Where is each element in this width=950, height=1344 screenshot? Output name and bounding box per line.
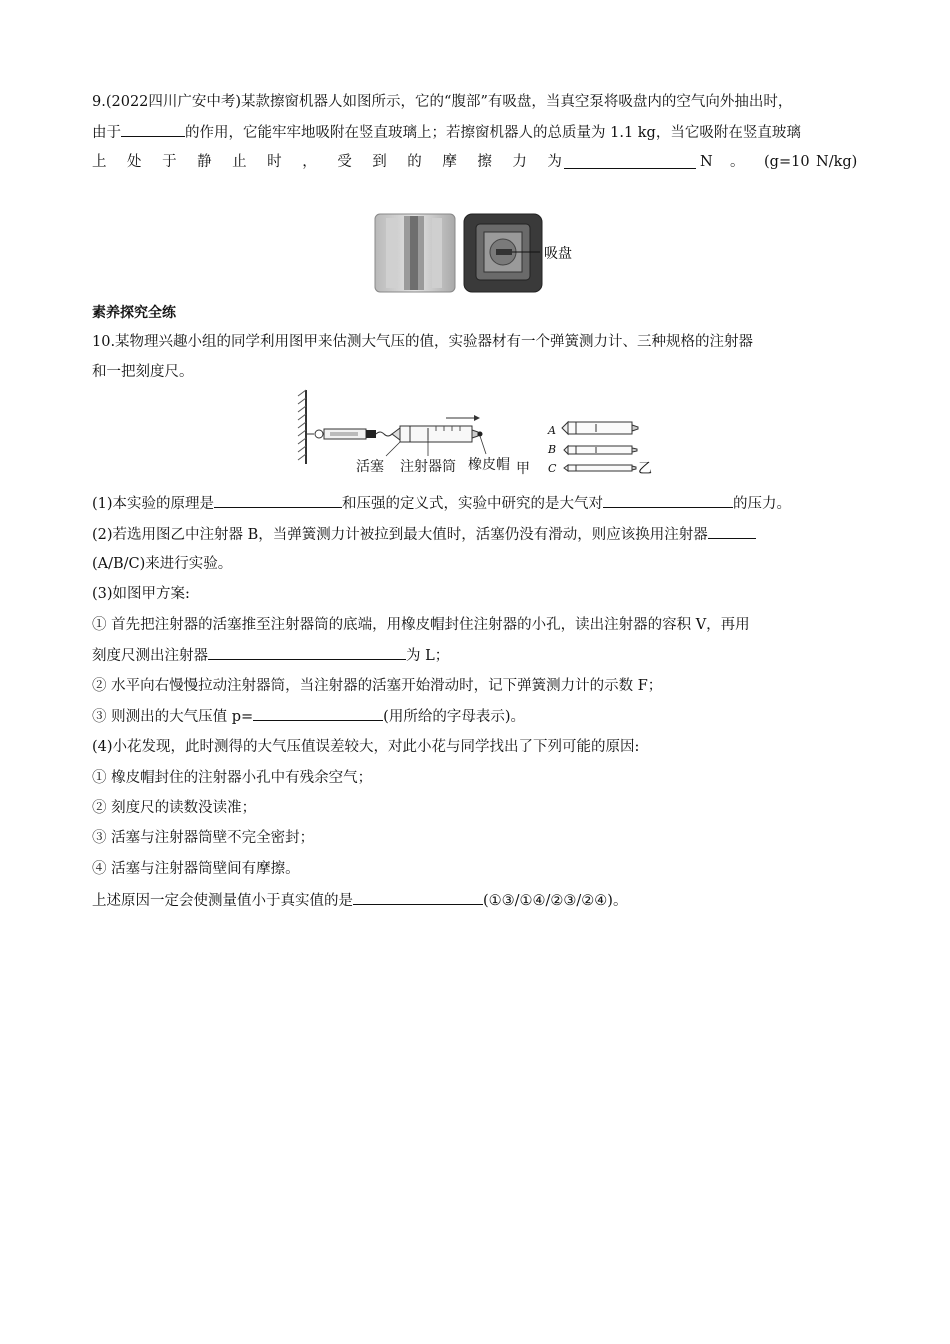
q9-text-2a: 由于 [92,125,121,141]
barrel-label: 注射器筒 [400,459,456,475]
syringe-a-label: A [548,424,556,437]
robot-back-image [464,214,542,292]
q9-char: 止 [232,154,247,170]
spring-scale [306,429,392,439]
q9-line3-spread [92,152,562,172]
q9-g-value: (g=10 [764,154,810,170]
q9-char: 于 [162,154,177,170]
section-title: 素养探究全练 [92,305,176,321]
q10-step2: ② 水平向右慢慢拉动注射器筒，当注射器的活塞开始滑动时，记下弹簧测力计的示数 F； [92,678,663,694]
q9-char: 到 [372,154,387,170]
syringe-b-label: B [548,443,557,456]
robot-front-image [375,214,455,292]
q10-p1-a: (1)本实验的原理是 [92,496,215,512]
q9-char: ， [302,154,317,170]
q10-blank-object[interactable] [603,493,733,508]
q9-char: 的 [407,154,422,170]
q10-reason-2: ② 刻度尺的读数没读准； [92,800,257,816]
syringe-figure [296,388,656,478]
q10-step3-b: (用所给的字母表示)。 [383,709,525,725]
cap-label: 橡皮帽 [468,457,510,473]
q9-char: 上 [92,154,107,170]
q10-blank-length[interactable] [208,645,406,660]
figure-yi-label: 乙 [638,461,652,477]
q9-char: 为 [547,154,562,170]
q10-step1-b [92,645,449,666]
syringe-jia [392,415,483,442]
figure-jia-label: 甲 [516,461,530,477]
q10-part4: (4)小花发现，此时测得的大气压值误差较大，对此小花与同学找出了下列可能的原因: [92,739,640,755]
q10-final [92,890,627,911]
q10-p2-a: (2)若选用图乙中注射器 B，当弹簧测力计被拉到最大值时，活塞仍没有滑动，则应该换用注射器 [92,527,708,543]
q10-reason-4: ④ 活塞与注射器筒壁间有摩擦。 [92,861,300,877]
q10-step1-b-text: 刻度尺测出注射器 [92,648,208,664]
q10-blank-pressure[interactable] [253,706,383,721]
q9-blank-2[interactable] [564,154,696,169]
q10-part3: (3)如图甲方案: [92,586,190,602]
q10-blank-syringe[interactable] [708,524,756,539]
q9-text-2b: 的作用，它能牢牢地吸附在竖直玻璃上；若擦窗机器人的总质量为 1.1 kg，当它吸附在竖直玻璃 [185,125,801,141]
q9-char: 时 [267,154,282,170]
robot-figure [374,212,584,294]
q10-step3-a: ③ 则测出的大气压值 p= [92,709,254,725]
q9-line1 [92,92,792,112]
q9-g-unit: N/kg) [816,154,858,170]
q10-p1-c: 的压力。 [733,496,792,512]
q10-step1-c-text: 为 L； [406,648,450,664]
q9-period: 。 [730,154,745,170]
q10-part1 [92,493,791,514]
q9-char: 摩 [442,154,457,170]
q9-char: 受 [337,154,352,170]
q10-p1-b: 和压强的定义式，实验中研究的是大气对 [342,496,604,512]
q9-text-1: 9.(2022四川广安中考)某款擦窗机器人如图所示，它的“腹部”有吸盘，当真空泵将吸盘内的空气向外抽出时， [92,94,793,110]
q10-step3 [92,706,525,727]
wall [298,390,306,464]
syringes-yi [562,422,638,471]
q9-blank-1[interactable] [121,122,185,137]
q10-final-b: (①③/①④/②③/②④)。 [483,893,628,909]
q9-unit: N [700,154,713,170]
q9-char: 处 [127,154,142,170]
q9-char: 静 [197,154,212,170]
q10-step1-a: ① 首先把注射器的活塞推至注射器筒的底端，用橡皮帽封住注射器的小孔，读出注射器的容积 V，再用 [92,617,750,633]
q10-reason-1: ① 橡皮帽封住的注射器小孔中有残余空气； [92,770,373,786]
q10-reason-3: ③ 活塞与注射器筒壁不完全密封； [92,830,315,846]
syringe-c-label: C [548,462,557,475]
q10-blank-reasons[interactable] [353,890,483,905]
q10-blank-principle[interactable] [214,493,342,508]
suction-cup-label: 吸盘 [544,246,572,262]
q10-part2 [92,524,756,545]
piston-label: 活塞 [356,459,384,475]
q9-line2 [92,122,801,143]
q10-intro-2: 和一把刻度尺。 [92,364,194,380]
q10-intro-1: 10.某物理兴趣小组的同学利用图甲来估测大气压的值，实验器材有一个弹簧测力计、三种规格的注射器 [92,334,754,350]
q10-part2-b: (A/B/C)来进行实验。 [92,556,233,572]
q9-char: 擦 [477,154,492,170]
q10-final-a: 上述原因一定会使测量值小于真实值的是 [92,893,353,909]
q9-char: 力 [512,154,527,170]
